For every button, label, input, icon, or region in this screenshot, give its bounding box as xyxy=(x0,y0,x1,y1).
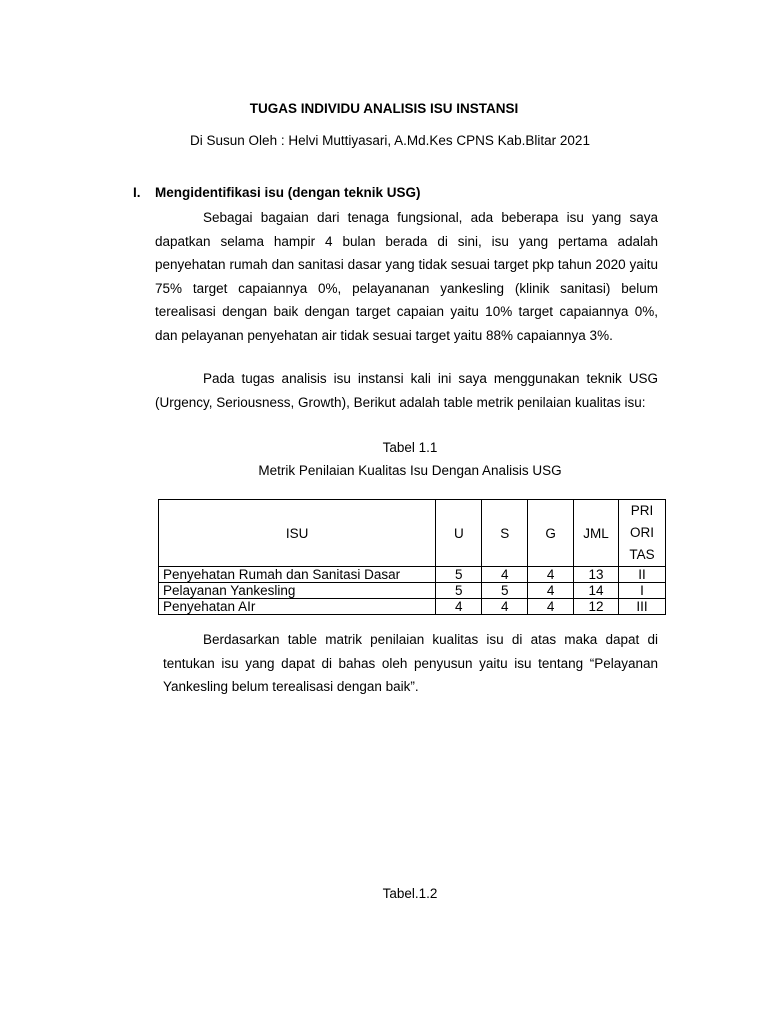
section-number: I. xyxy=(133,185,141,200)
header-g: G xyxy=(528,500,574,567)
paragraph-usg-intro: Pada tugas analisis isu instansi kali ini saya menggunakan teknik USG (Urgency, Seriousness, Growth), Berikut adalah table metrik penilaian kualitas isu: xyxy=(155,371,658,410)
cell-prioritas: II xyxy=(619,567,666,583)
cell-jml: 14 xyxy=(574,583,619,599)
cell-isu: Penyehatan Rumah dan Sanitasi Dasar xyxy=(159,567,436,583)
table-row xyxy=(159,599,666,615)
cell-prioritas: III xyxy=(619,599,666,615)
section-title: Mengidentifikasi isu (dengan teknik USG) xyxy=(155,185,421,200)
usg-table xyxy=(158,499,666,615)
cell-jml: 12 xyxy=(574,599,619,615)
cell-isu: Pelayanan Yankesling xyxy=(159,583,436,599)
cell-s: 5 xyxy=(482,583,528,599)
paragraph-conclusion: Berdasarkan table matrik penilaian kualitas isu di atas maka dapat di tentukan isu yang dapat di bahas oleh penyusun yaitu isu tentang “Pelayanan Yankesling belum terealisasi dengan baik”. xyxy=(163,632,658,694)
table-title-caption: Metrik Penilaian Kualitas Isu Dengan Analisis USG xyxy=(258,463,562,478)
cell-u: 5 xyxy=(436,567,482,583)
cell-g: 4 xyxy=(528,599,574,615)
header-s: S xyxy=(482,500,528,567)
header-prioritas-line: TAS xyxy=(629,547,655,562)
cell-prioritas: I xyxy=(619,583,666,599)
cell-u: 4 xyxy=(436,599,482,615)
document-title: TUGAS INDIVIDU ANALISIS ISU INSTANSI xyxy=(249,101,519,116)
cell-g: 4 xyxy=(528,583,574,599)
table-number-caption: Tabel 1.1 xyxy=(382,440,438,455)
table2-caption: Tabel.1.2 xyxy=(382,886,438,901)
header-prioritas xyxy=(619,500,666,567)
author-line: Di Susun Oleh : Helvi Muttiyasari, A.Md.Kes CPNS Kab.Blitar 2021 xyxy=(190,133,590,148)
header-jml: JML xyxy=(574,500,619,567)
table-header-row xyxy=(159,500,666,567)
table-row xyxy=(159,567,666,583)
section-heading xyxy=(133,185,421,200)
header-prioritas-line: PRI xyxy=(630,503,654,518)
header-isu: ISU xyxy=(159,500,436,567)
header-u: U xyxy=(436,500,482,567)
header-prioritas-line: ORI xyxy=(630,525,655,540)
cell-u: 5 xyxy=(436,583,482,599)
cell-g: 4 xyxy=(528,567,574,583)
cell-jml: 13 xyxy=(574,567,619,583)
cell-isu: Penyehatan AIr xyxy=(159,599,436,615)
paragraph-issues: Sebagai bagaian dari tenaga fungsional, ada beberapa isu yang saya dapatkan selama hampir 4 bulan berada di sini, isu yang pertama adalah penyehatan rumah dan sanitasi dasar yang tidak sesuai target pkp tahun 2020 yaitu 75% target capaiannya 0%, pelayananan yankesling (klinik sanitasi) belum terealisasi dengan baik dengan target capaian yaitu 10% target capaiannya 0%, dan pelayanan penyehatan air tidak sesuai target yaitu 88% capaiannya 3%. xyxy=(155,210,658,343)
cell-s: 4 xyxy=(482,599,528,615)
cell-s: 4 xyxy=(482,567,528,583)
table-row xyxy=(159,583,666,599)
